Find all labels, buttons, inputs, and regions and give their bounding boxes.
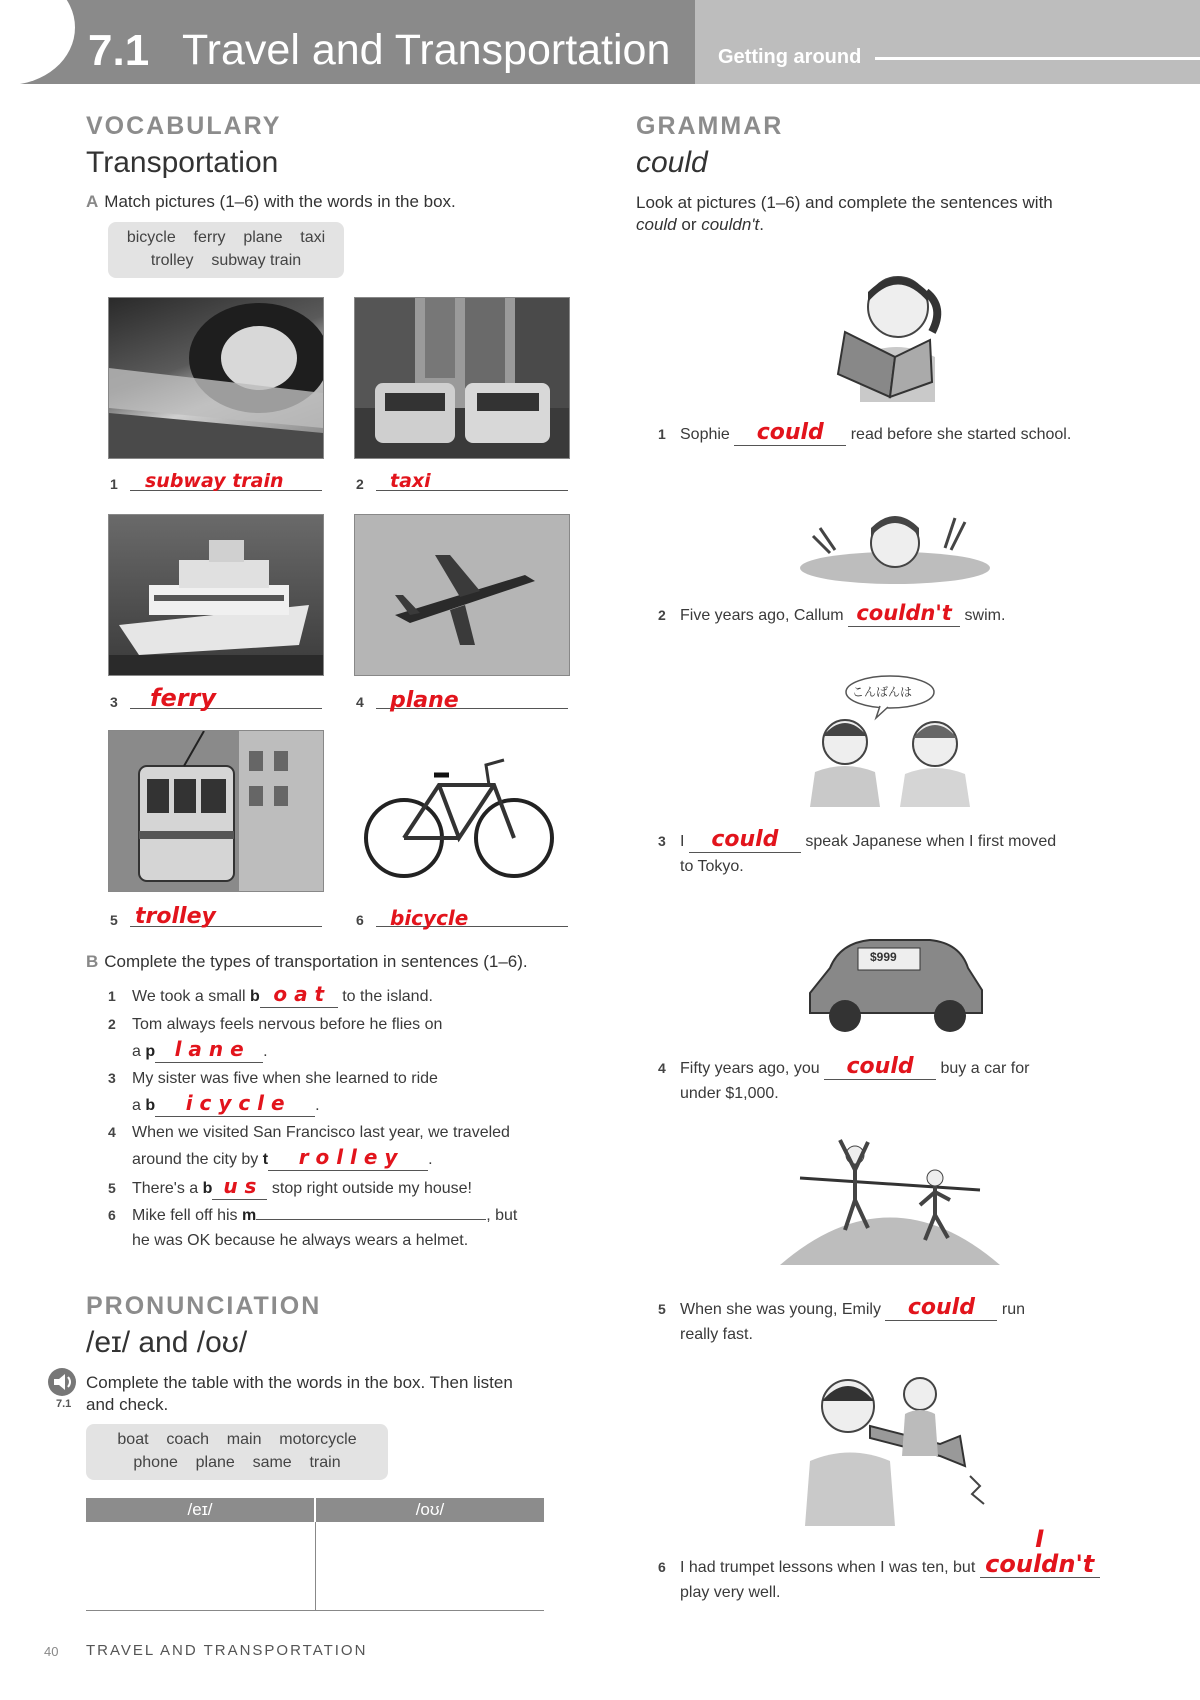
pronunciation-word-box: boat coach main motorcycle phone plane same train bbox=[86, 1424, 388, 1480]
fill-blank: could bbox=[689, 827, 801, 853]
fill-blank: I couldn't bbox=[980, 1527, 1100, 1578]
grammar-sentence-6: 6 I had trumpet lessons when I was ten, but I couldn't play very well. bbox=[658, 1527, 1178, 1605]
page-number: 40 bbox=[44, 1644, 59, 1659]
grammar-sentence-1: 1 Sophie could read before she started school. bbox=[658, 420, 1072, 445]
taxi-photo bbox=[354, 297, 570, 459]
table-bottom-rule bbox=[86, 1610, 544, 1611]
answer-3: ferry bbox=[150, 684, 217, 712]
table-divider bbox=[315, 1522, 316, 1610]
plane-photo bbox=[354, 514, 570, 676]
table-header-ou: /oʊ/ bbox=[316, 1498, 544, 1522]
fill-blank: could bbox=[734, 420, 846, 446]
grammar-sentence-2: 2 Five years ago, Callum couldn't swim. bbox=[658, 601, 1006, 625]
unit-number: 7.1 bbox=[88, 26, 150, 75]
girl-reading-illustration bbox=[820, 262, 970, 402]
vocabulary-heading: VOCABULARY bbox=[86, 112, 282, 140]
picture-number: 1 bbox=[110, 476, 118, 492]
subway-train-photo bbox=[108, 297, 324, 459]
footer-title: TRAVEL AND TRANSPORTATION bbox=[86, 1642, 368, 1659]
picture-number: 6 bbox=[356, 912, 364, 928]
b-sentence-6: 6 Mike fell off his m , but he was OK because he always wears a helmet. bbox=[108, 1203, 608, 1253]
trumpet-illustration bbox=[800, 1366, 1000, 1526]
exercise-a-instruction: A Match pictures (1–6) with the words in the box. bbox=[86, 192, 456, 211]
price-tag: $999 bbox=[870, 950, 897, 964]
exercise-letter: A bbox=[86, 192, 99, 211]
fill-blank: l a n e bbox=[155, 1037, 263, 1063]
header-rule bbox=[875, 57, 1200, 60]
grammar-heading: GRAMMAR bbox=[636, 112, 784, 140]
fill-blank: could bbox=[885, 1295, 997, 1321]
b-sentence-2: 2 Tom always feels nervous before he flies on a p l a n e . bbox=[108, 1016, 443, 1061]
fill-blank: couldn't bbox=[848, 601, 960, 627]
fill-blank: i c y c l e bbox=[155, 1091, 315, 1117]
runners-illustration bbox=[780, 1130, 1000, 1265]
grammar-sentence-3: 3 I could speak Japanese when I first moved to Tokyo. bbox=[658, 827, 1057, 875]
b-sentence-5: 5 There's a b u s stop right outside my house! bbox=[108, 1174, 472, 1198]
b-sentence-4: 4 When we visited San Francisco last year, we traveled around the city by t r o l l e y . bbox=[108, 1124, 510, 1169]
fill-blank: r o l l e y bbox=[268, 1145, 428, 1171]
picture-number: 3 bbox=[110, 694, 118, 710]
car-illustration bbox=[800, 928, 990, 1038]
audio-track-number: 7.1 bbox=[56, 1398, 72, 1410]
trolley-photo bbox=[108, 730, 324, 892]
exercise-b-instruction: B Complete the types of transportation in sentences (1–6). bbox=[86, 952, 528, 971]
pronunciation-instruction: Complete the table with the words in the box. Then listen and check. bbox=[86, 1373, 513, 1414]
speech-bubble-text: こんばんは bbox=[852, 685, 913, 699]
grammar-sentence-4: 4 Fifty years ago, you could buy a car for under $1,000. bbox=[658, 1054, 1030, 1102]
grammar-sentence-5: 5 When she was young, Emily could run really fast. bbox=[658, 1295, 1025, 1343]
pronunciation-subheading: /eɪ/ and /oʊ/ bbox=[86, 1326, 248, 1359]
answer-6: bicycle bbox=[390, 906, 469, 930]
fill-blank: u s bbox=[212, 1174, 267, 1200]
answer-2: taxi bbox=[390, 470, 431, 492]
boys-talking-illustration bbox=[790, 672, 990, 807]
unit-title: Travel and Transportation bbox=[182, 26, 671, 74]
section-label: Getting around bbox=[718, 46, 862, 68]
grammar-instruction: Look at pictures (1–6) and complete the sentences with could or couldn't. bbox=[636, 193, 1053, 234]
picture-number: 4 bbox=[356, 694, 364, 710]
audio-icon[interactable] bbox=[48, 1368, 76, 1396]
answer-4: plane bbox=[390, 688, 459, 713]
b-sentence-1: 1 We took a small b o a t to the island. bbox=[108, 982, 433, 1006]
b-sentence-3: 3 My sister was five when she learned to ride a b i c y c l e . bbox=[108, 1070, 438, 1115]
answer-1: subway train bbox=[145, 470, 284, 492]
picture-number: 2 bbox=[356, 476, 364, 492]
vocabulary-subheading: Transportation bbox=[86, 146, 279, 179]
table-header-ei: /eɪ/ bbox=[86, 1498, 314, 1522]
word-box: bicycle ferry plane taxi trolley subway train bbox=[108, 222, 344, 278]
answer-5: trolley bbox=[135, 904, 216, 929]
pronunciation-heading: PRONUNCIATION bbox=[86, 1292, 322, 1320]
exercise-letter: B bbox=[86, 952, 99, 971]
picture-number: 5 bbox=[110, 912, 118, 928]
fill-blank bbox=[256, 1203, 486, 1220]
ferry-photo bbox=[108, 514, 324, 676]
bicycle-photo bbox=[354, 730, 568, 890]
grammar-subheading: could bbox=[636, 146, 708, 179]
header-section-bar bbox=[695, 0, 1200, 84]
fill-blank: could bbox=[824, 1054, 936, 1080]
boy-swimming-illustration bbox=[795, 508, 995, 588]
fill-blank: o a t bbox=[260, 982, 338, 1008]
